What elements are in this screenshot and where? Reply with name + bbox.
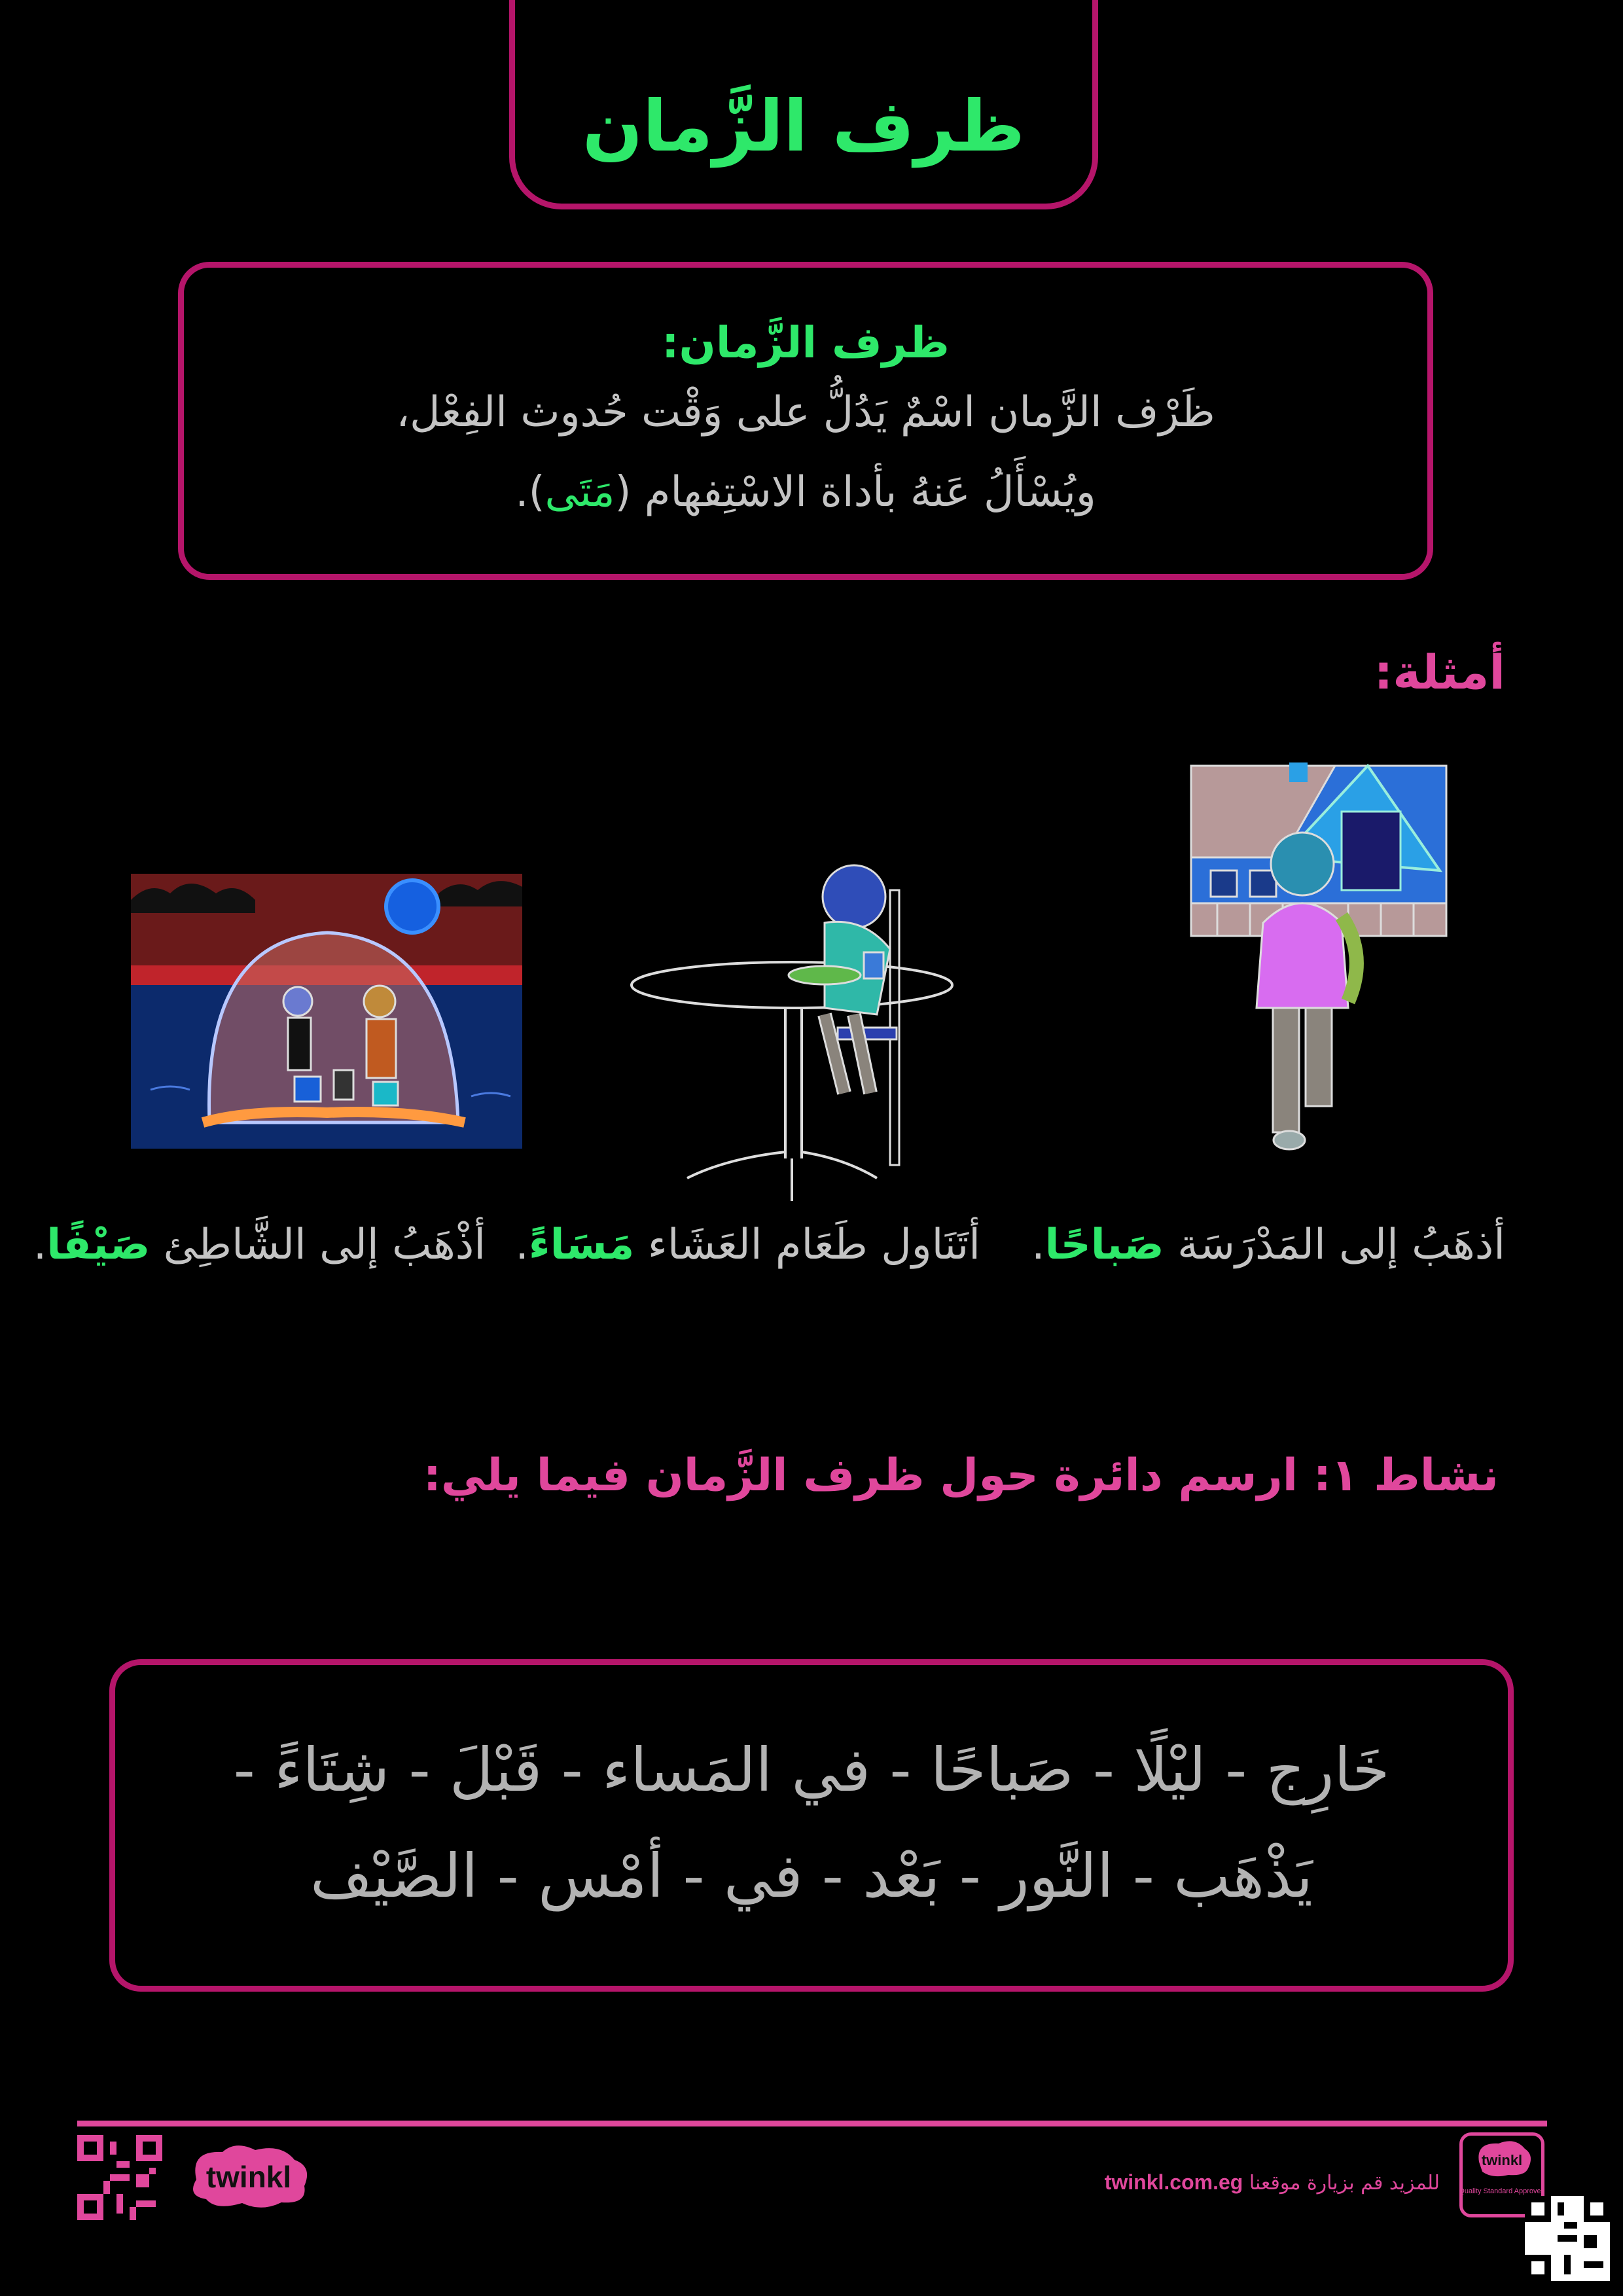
qr-code-icon <box>77 2135 162 2220</box>
example-2-keyword: مَسَاءً <box>528 1221 635 1269</box>
example-3-keyword: صَيْفًا <box>46 1221 151 1269</box>
definition-line-2-end: ). <box>515 468 545 516</box>
words-line-2: يَذْهَب - النَّور - بَعْد - في - أمْس - الصَّيْف <box>310 1841 1313 1911</box>
twinkl-logo <box>183 2140 314 2212</box>
girl-walking-to-school-illustration <box>1185 759 1459 1152</box>
example-3-end: . <box>33 1221 47 1269</box>
footer-visit-label: للمزيد قم بزيارة موقعنا <box>1249 2172 1440 2195</box>
example-caption-2 <box>516 1221 980 1269</box>
definition-line-2 <box>184 452 1427 532</box>
definition-keyword: مَتَى <box>544 468 615 516</box>
example-2-text: أتَنَاول طَعَام العَشَاء <box>634 1221 980 1269</box>
definition-box <box>178 262 1433 580</box>
example-1-text: أذهَبُ إلى المَدْرَسَة <box>1164 1221 1505 1269</box>
example-caption-1 <box>1031 1221 1505 1269</box>
definition-heading: ظرف الزَّمان: <box>662 317 950 368</box>
boy-eating-dinner-illustration <box>628 844 969 1211</box>
example-3-text: أذْهَبُ إلى الشَّاطِئ <box>150 1221 486 1269</box>
badge-brand-text: twinkl <box>1481 2152 1523 2168</box>
footer-divider <box>77 2121 1547 2126</box>
definition-line-2-start: ويُسْأَلُ عَنهُ بأداة الاسْتِفهام ( <box>615 468 1096 516</box>
example-caption-3 <box>33 1221 486 1269</box>
badge-quality-text: Quality Standard Approved <box>1463 2187 1541 2195</box>
title-box <box>509 0 1098 209</box>
footer-visit-text <box>1105 2170 1440 2195</box>
example-2-end: . <box>515 1221 529 1269</box>
example-1-end: . <box>1031 1221 1045 1269</box>
definition-line-1: ظَرْف الزَّمان اسْمٌ يَدُلُّ على وَقْت حُدوث الفِعْل، <box>396 388 1215 437</box>
activity-instruction: نشاط ١: ارسم دائرة حول ظرف الزَّمان فيما يلي: <box>423 1450 1499 1501</box>
twinkl-logo-text: twinkl <box>205 2160 292 2194</box>
footer-url[interactable]: twinkl.com.eg <box>1104 2170 1243 2194</box>
qr-code-corner-icon <box>1525 2196 1610 2281</box>
page-title: ظرف الزَّمان <box>582 86 1026 168</box>
words-line-1: خَارِج - ليْلًا - صَباحًا - في المَساء - قَبْلَ - شِتَاءً - <box>233 1735 1390 1805</box>
example-1-keyword: صَباحًا <box>1044 1221 1164 1269</box>
words-box <box>109 1659 1514 1992</box>
beach-tent-night-illustration <box>131 874 522 1149</box>
examples-heading: أمثلة: <box>1374 645 1505 700</box>
